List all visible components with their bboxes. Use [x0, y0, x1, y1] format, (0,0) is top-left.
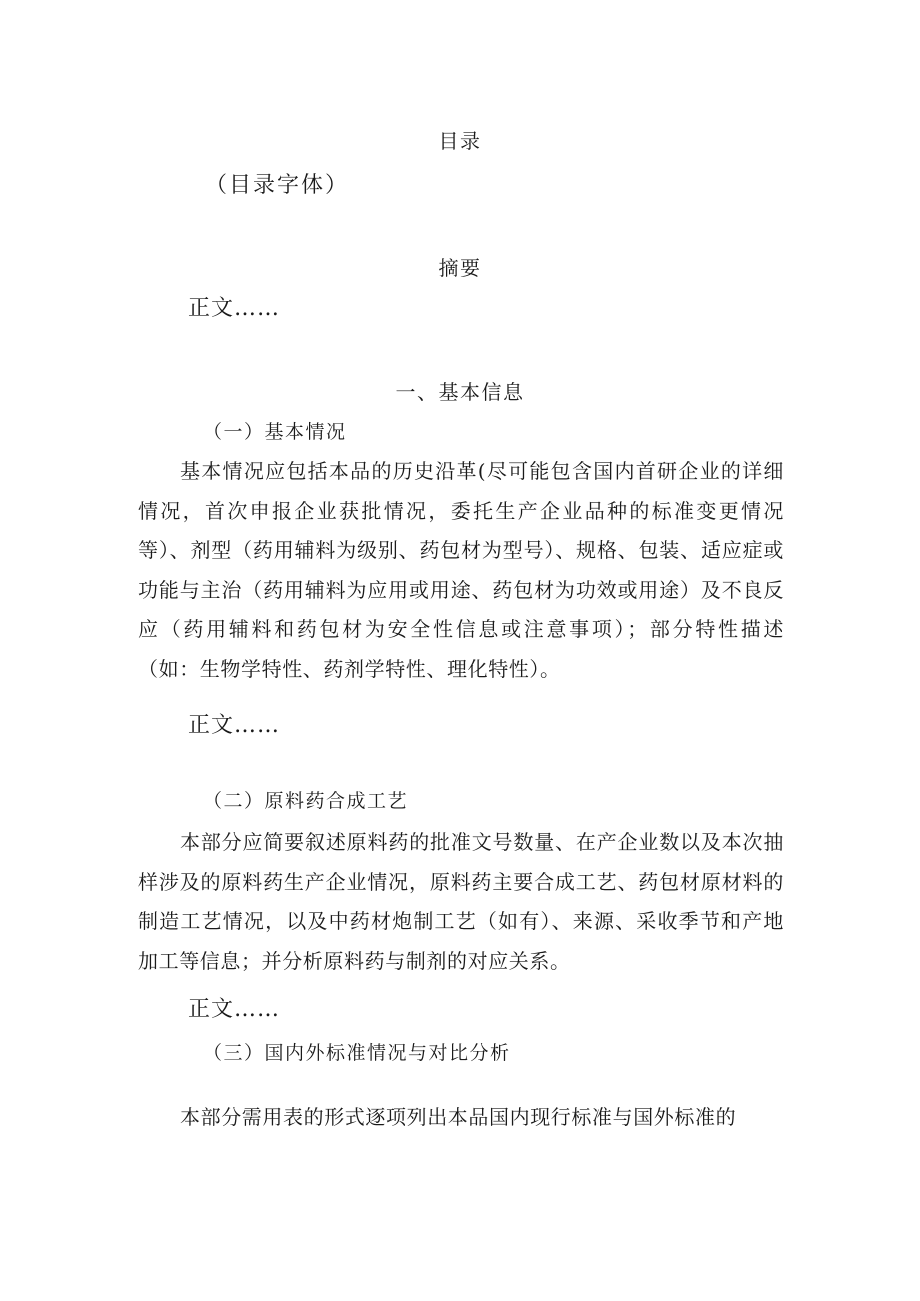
toc-title: 目录	[438, 129, 482, 153]
subsection-2-title: （二）原料药合成工艺	[203, 790, 409, 812]
abstract-body-placeholder: 正文……	[188, 296, 281, 321]
subsection-2-paragraph: 本部分应简要叙述原料药的批准文号数量、在产企业数以及本次抽样涉及的原料药生产企业情况，原料药主要合成工艺、药包材原材料的制造工艺情况，以及中药材炮制工艺（如有）、来源、采收季节和产地加工等信息；并分析原料药与制剂的对应关系。	[138, 830, 784, 973]
subsection-3-paragraph: 本部分需用表的形式逐项列出本品国内现行标准与国外标准的	[180, 1105, 737, 1129]
toc-font-note: （目录字体）	[205, 173, 350, 198]
subsection-1-paragraph: 基本情况应包括本品的历史沿革(尽可能包含国内首研企业的详细情况，首次申报企业获批情况，委托生产企业品种的标准变更情况等）、剂型（药用辅料为级别、药包材为型号）、规格、包装、适应症或功能与主治（药用辅料为应用或用途、药包材为功效或用途）及不良反应（药用辅料和药包材为安全性信息或注意事项）；部分特性描述（如：生物学特性、药剂学特性、理化特性）。	[138, 459, 784, 681]
section-1-title: 一、基本信息	[395, 380, 525, 404]
abstract-title: 摘要	[438, 256, 482, 280]
subsection-1-title: （一）基本情况	[203, 421, 347, 443]
subsection-1-body-placeholder: 正文……	[188, 713, 281, 738]
subsection-3-title: （三）国内外标准情况与对比分析	[203, 1042, 511, 1064]
subsection-2-body-placeholder: 正文……	[188, 997, 281, 1022]
